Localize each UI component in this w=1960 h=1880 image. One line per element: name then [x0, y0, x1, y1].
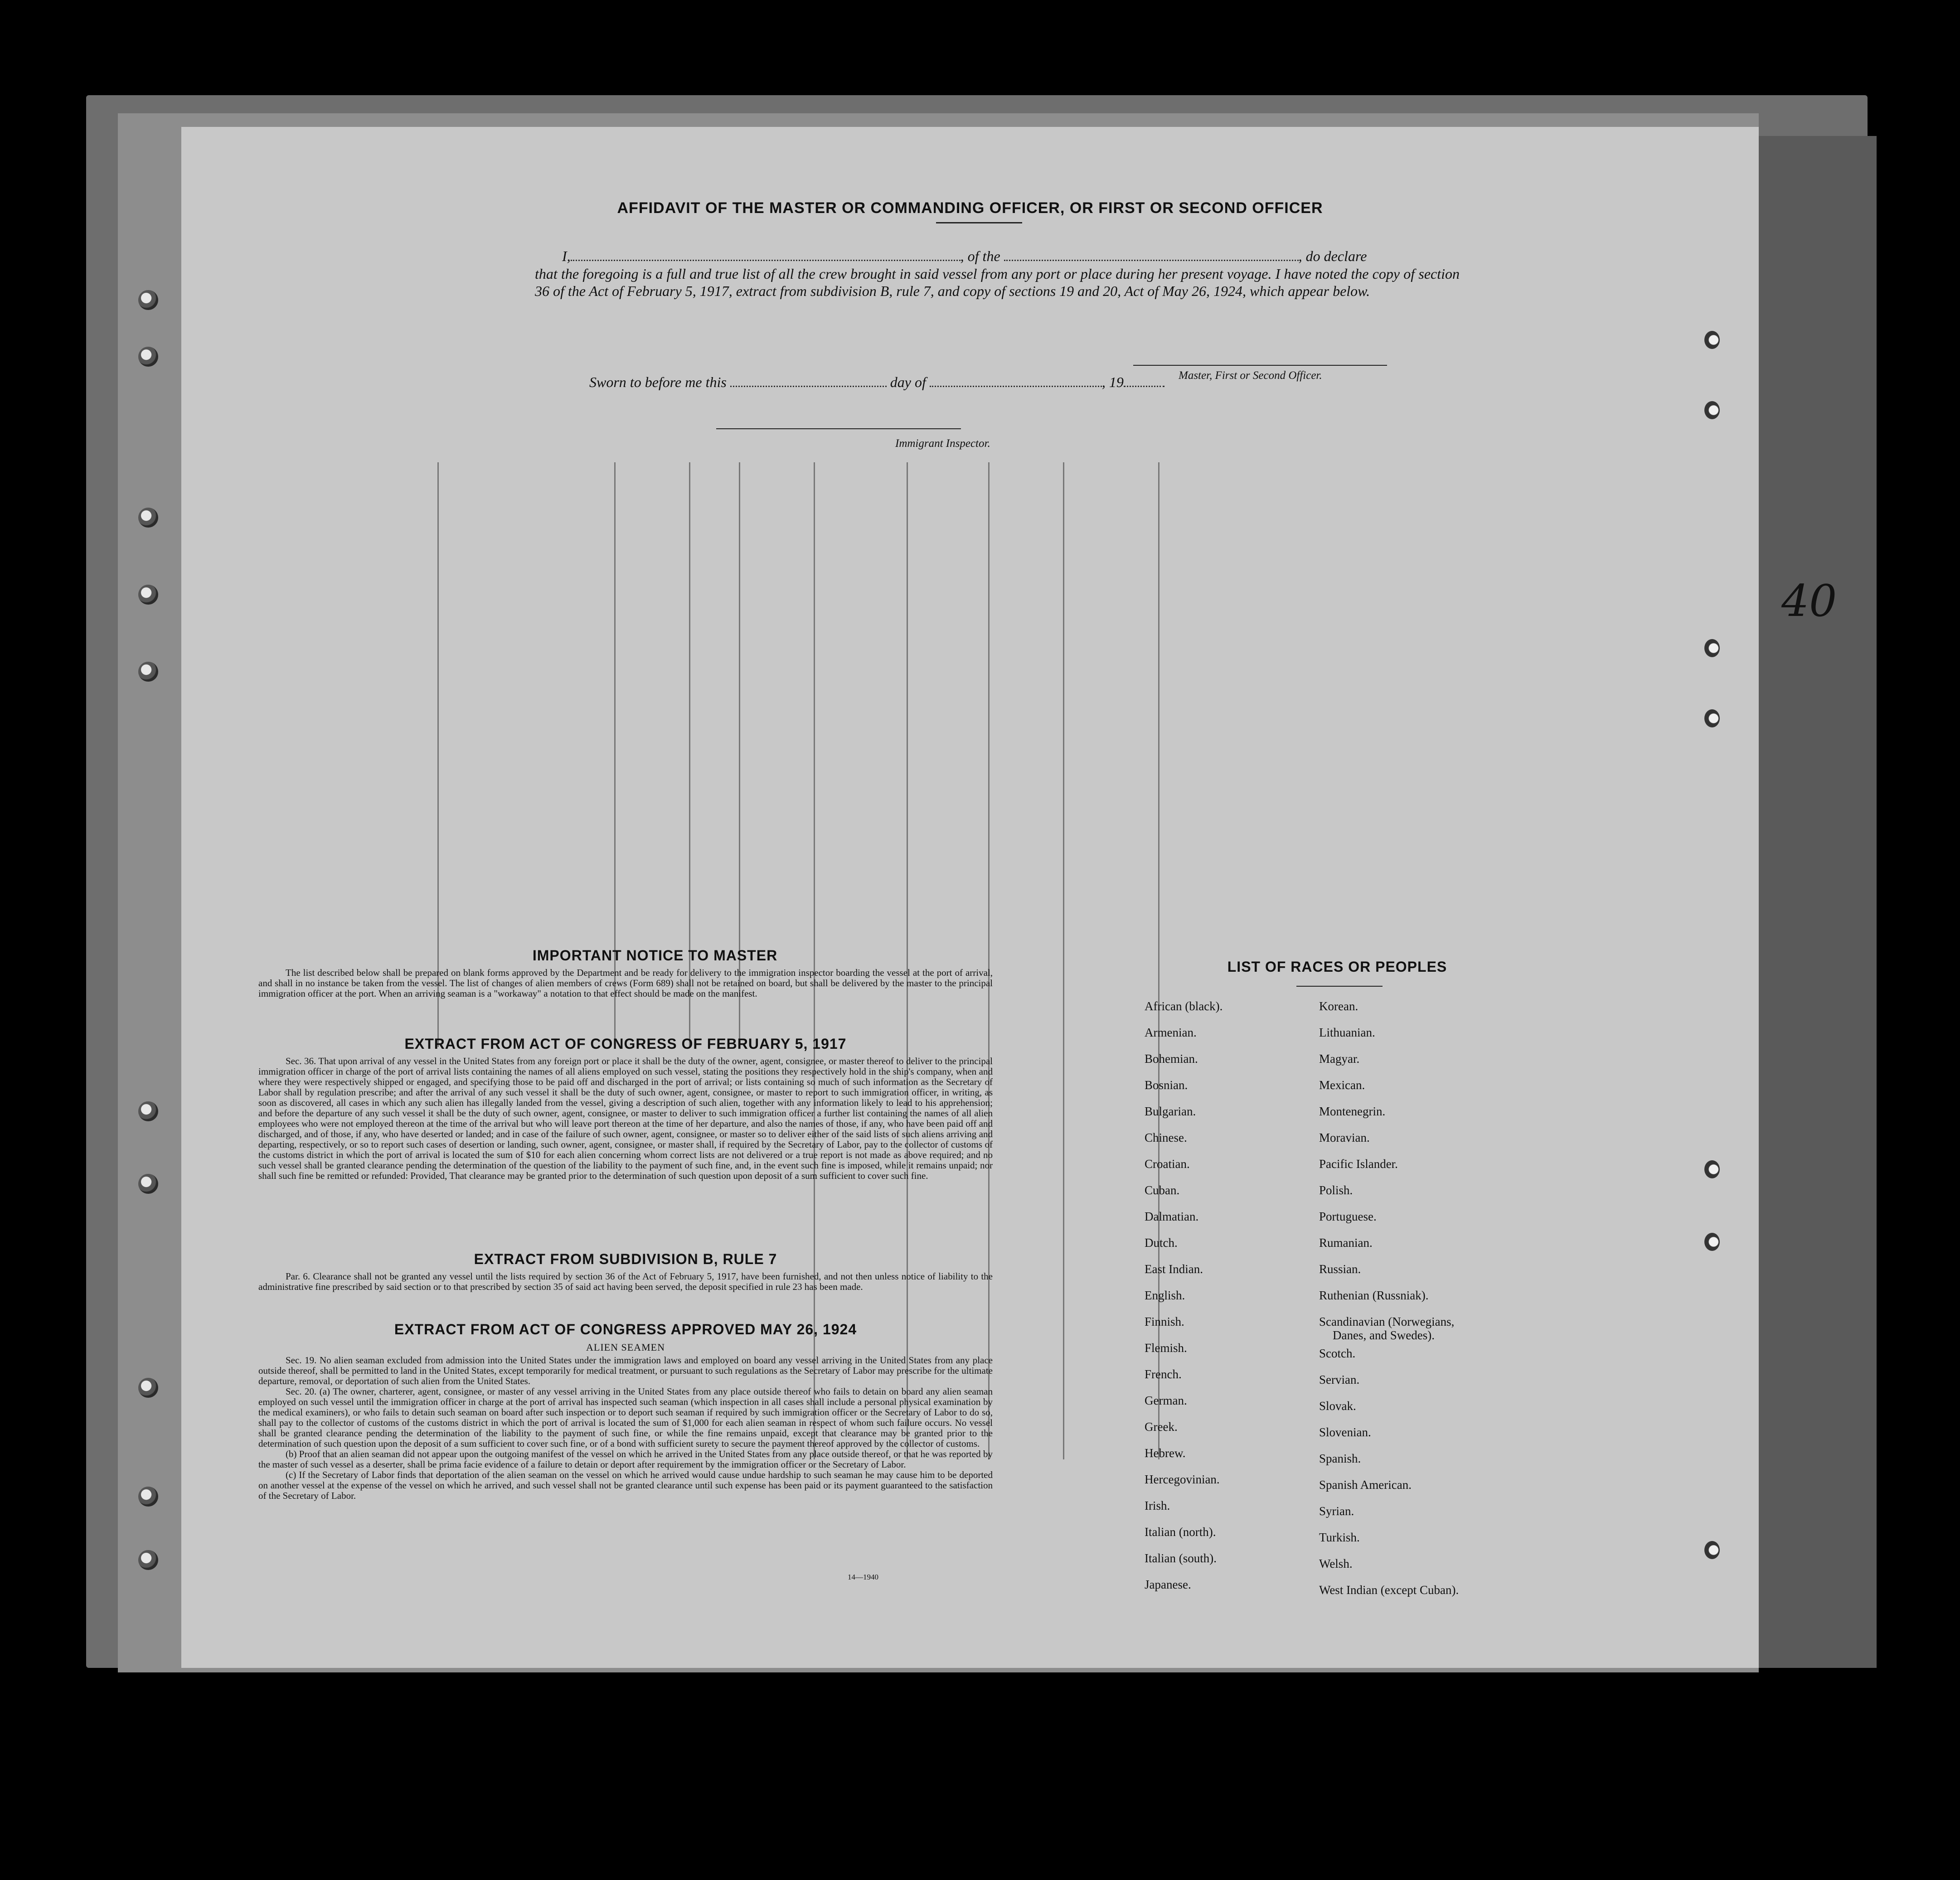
race-item: Slovenian.	[1319, 1425, 1371, 1439]
race-item: Dutch.	[1145, 1236, 1178, 1250]
sworn-prefix: Sworn to before me this	[589, 374, 727, 390]
notice-body: The list described below shall be prepared on blank forms approved by the Department and be ready for delivery to the immigration inspector boarding the vessel at the port of arrival, and shall in no instance be taken from the vessel. The list of changes of alien members of crews (Form 689) shall not be retained on board, but shall be delivered by the master to the principal immigration officer at the port. When an arriving seaman is a "workaway" a notation to that effect should be made on the manifest.	[258, 967, 993, 999]
affidavit-declare-label: , do declare	[1298, 248, 1367, 264]
sworn-year-blank	[1124, 386, 1164, 387]
race-item: Servian.	[1319, 1373, 1360, 1386]
affidavit-title: AFFIDAVIT OF THE MASTER OR COMMANDING OFFICER, OR FIRST OR SECOND OFFICER	[617, 199, 1323, 217]
punch-hole	[1704, 639, 1720, 657]
race-item: Portuguese.	[1319, 1210, 1377, 1223]
binder-hole	[138, 1174, 158, 1194]
section-20b: (b) Proof that an alien seaman did not appear upon the outgoing manifest of the vessel on which he arrived in the United States from any place outside thereof, or that he was reported by the master of such vessel as a deserter, shall be prima facie evidence of a failure to detain or deport after requirement by the immigration officer or the Secretary of Labor.	[258, 1449, 993, 1470]
sworn-line	[589, 374, 1164, 391]
sworn-day-label: day of	[890, 374, 926, 390]
sworn-month-blank	[930, 386, 1102, 387]
race-item: Montenegrin.	[1319, 1105, 1386, 1118]
race-item: Flemish.	[1145, 1341, 1187, 1355]
race-item: Russian.	[1319, 1262, 1361, 1276]
race-item: Spanish American.	[1319, 1478, 1412, 1492]
race-item: Scotch.	[1319, 1347, 1356, 1360]
sworn-year-label: , 19	[1101, 374, 1124, 390]
sworn-date-blank	[730, 386, 887, 387]
binder-hole	[138, 508, 158, 528]
race-item: Magyar.	[1319, 1052, 1360, 1066]
race-item: Slovak.	[1319, 1399, 1356, 1413]
race-item: Pacific Islander.	[1319, 1157, 1398, 1171]
column-rule	[907, 462, 908, 1459]
race-item: Lithuanian.	[1319, 1026, 1375, 1039]
punch-hole	[1704, 1541, 1720, 1559]
extract-1924-title: EXTRACT FROM ACT OF CONGRESS APPROVED MAY 26, 1924	[394, 1321, 857, 1337]
punch-hole	[1704, 1233, 1720, 1251]
column-rule	[988, 462, 990, 1459]
section-19: Sec. 19. No alien seaman excluded from admission into the United States under the immigration laws and employed on board any vessel arriving in the United States from any place outside thereof, shall be permitted to land in the United States, except temporarily for medical treatment, or pursuant to such regulations as the Secretary of Labor may prescribe for the ultimate departure, removal, or deportation of such alien from the United States.	[258, 1355, 993, 1386]
rule7-body: Par. 6. Clearance shall not be granted any vessel until the lists required by section 36 of the Act of February 5, 1917, have been furnished, and not then unless notice of liability to the administrative fine prescribed by said section or to that prescribed by section 35 of said act having been served, the deposit specified in rule 23 has been made.	[258, 1271, 993, 1292]
race-item: Chinese.	[1145, 1131, 1187, 1144]
race-item: Cuban.	[1145, 1183, 1180, 1197]
section-20a: Sec. 20. (a) The owner, charterer, agent, consignee, or master of any vessel arriving in the United States from any place outside thereof who fails to detain on board any alien seaman employed on such vessel until the immigration officer in charge at the port of arrival has inspected such seaman (which inspection in all cases shall include a personal physical examination by the medical examiners), or who fails to detain such seaman on board after such inspection or to deport such seaman if required by such immigration officer or the Secretary of Labor to do so, shall pay to the collector of customs of the customs district in which the port of arrival is located the sum of $1,000 for each alien seaman in respect of whom such failure occurs. No vessel shall be granted clearance pending the determination of the liability to the payment of such fine, or while the fine remains unpaid, except that clearance may be granted prior to the determination of such question upon the deposit of a sum sufficient to cover such fine, or of a bond with sufficient surety to secure the payment thereof approved by the collector of customs.	[258, 1386, 993, 1449]
race-item: French.	[1145, 1367, 1182, 1381]
race-item: African (black).	[1145, 999, 1223, 1013]
notice-title: IMPORTANT NOTICE TO MASTER	[532, 947, 778, 964]
signature-line	[1133, 365, 1387, 366]
affidavit-body: that the foregoing is a full and true list of all the crew brought in said vessel from any port or place during her present voyage. I have noted the copy of section 36 of the Act of February 5, 1917, extract from subdivision B, rule 7, and copy of sections 19 and 20, Act of May 26, 1924, which appear below.	[535, 266, 1460, 299]
races-divider	[1296, 986, 1383, 987]
affidavit-declaration-line	[535, 247, 1532, 265]
binder-hole	[138, 1487, 158, 1507]
race-item: Japanese.	[1145, 1578, 1191, 1591]
race-item: Welsh.	[1319, 1557, 1353, 1570]
crew-list-form-page	[181, 127, 1759, 1668]
race-item: Danes, and Swedes).	[1333, 1328, 1435, 1342]
race-item: West Indian (except Cuban).	[1319, 1583, 1459, 1597]
race-item: Dalmatian.	[1145, 1210, 1199, 1223]
race-item: Moravian.	[1319, 1131, 1370, 1144]
race-item: Italian (north).	[1145, 1525, 1216, 1539]
race-item: Armenian.	[1145, 1026, 1197, 1039]
race-item: Greek.	[1145, 1420, 1178, 1434]
race-item: German.	[1145, 1394, 1187, 1407]
race-item: Mexican.	[1319, 1078, 1365, 1092]
binder-hole	[138, 1550, 158, 1570]
binder-hole	[138, 585, 158, 605]
race-item: English.	[1145, 1289, 1185, 1302]
race-item: Finnish.	[1145, 1315, 1184, 1328]
punch-hole	[1704, 401, 1720, 419]
punch-hole	[1704, 331, 1720, 349]
affidavit-i-label: I,	[562, 248, 571, 264]
extract-1924-body	[258, 1355, 993, 1501]
race-item: Scandinavian (Norwegians,	[1319, 1315, 1455, 1328]
race-item: Korean.	[1319, 999, 1358, 1013]
race-item: Turkish.	[1319, 1531, 1360, 1544]
master-signature-label: Master, First or Second Officer.	[1179, 369, 1322, 382]
race-item: Bulgarian.	[1145, 1105, 1196, 1118]
rule7-title: EXTRACT FROM SUBDIVISION B, RULE 7	[474, 1251, 777, 1267]
inspector-label: Immigrant Inspector.	[895, 437, 990, 450]
binder-hole	[138, 290, 158, 310]
race-item: Syrian.	[1319, 1504, 1354, 1518]
inspector-signature-line	[716, 428, 961, 429]
binder-hole	[138, 1101, 158, 1121]
race-item: Ruthenian (Russniak).	[1319, 1289, 1429, 1302]
handwritten-number: 40	[1781, 576, 1837, 626]
name-blank	[571, 260, 961, 261]
race-item: Bohemian.	[1145, 1052, 1198, 1066]
race-item: Spanish.	[1319, 1452, 1361, 1465]
race-item: Italian (south).	[1145, 1551, 1217, 1565]
race-item: Bosnian.	[1145, 1078, 1188, 1092]
race-item: Irish.	[1145, 1499, 1170, 1512]
title-divider	[936, 222, 1022, 223]
race-item: Rumanian.	[1319, 1236, 1373, 1250]
race-item: Polish.	[1319, 1183, 1353, 1197]
race-item: East Indian.	[1145, 1262, 1203, 1276]
race-item: Hebrew.	[1145, 1446, 1186, 1460]
column-rule	[437, 462, 439, 1047]
column-rule	[1063, 462, 1064, 1459]
section-20c: (c) If the Secretary of Labor finds that deportation of the alien seaman on the vessel on which he arrived would cause undue hardship to such seaman he may cause him to be deported on another vessel at the expense of the vessel on which he arrived, and such vessel shall not be granted clearance until such expense has been paid or its payment guaranteed to the satisfaction of the Secretary of Labor.	[258, 1469, 993, 1501]
affidavit-of-label: , of the	[960, 248, 1000, 264]
punch-hole	[1704, 709, 1720, 727]
extract-1917-title: EXTRACT FROM ACT OF CONGRESS OF FEBRUARY 5, 1917	[404, 1036, 847, 1052]
vessel-blank	[1004, 260, 1299, 261]
races-title: LIST OF RACES OR PEOPLES	[1227, 959, 1447, 975]
form-number: 14—1940	[848, 1573, 878, 1581]
binder-hole	[138, 347, 158, 367]
binder-hole	[138, 662, 158, 682]
race-item: Croatian.	[1145, 1157, 1190, 1171]
alien-seamen-subtitle: ALIEN SEAMEN	[586, 1342, 665, 1353]
race-item: Hercegovinian.	[1145, 1473, 1220, 1486]
binder-hole	[138, 1378, 158, 1398]
extract-1917-body: Sec. 36. That upon arrival of any vessel in the United States from any foreign port or place it shall be the duty of the owner, agent, consignee, or master thereof to deliver to the principal immigration officer in charge of the port of arrival lists containing the names of all aliens employed on such vessel, stating the positions they respectively hold in the ship's company, when and where they were respectively shipped or engaged, and specifying those to be paid off and discharged in the port of arrival; or lists containing so much of such information as the Secretary of Labor shall by regulation prescribe; and after the arrival of any such vessel it shall be the duty of such owner, agent, consignee, or master to report to such immigration officer, in writing, as soon as discovered, all cases in which any such alien has illegally landed from the vessel, giving a description of such alien, together with any information likely to lead to his apprehension; and before the departure of any such vessel it shall be the duty of such owner, agent, consignee, or master to deliver to such immigration officer a further list containing the names of all alien employees who were not employed thereon at the time of the arrival but who will leave port thereon at the time of her departure, and also the names of those, if any, who have been paid off and discharged, and of those, if any, who have deserted or landed; and in case of the failure of such owner, agent, consignee, or master so to deliver either of the said lists of such aliens arriving and departing, respectively, or so to report such cases of desertion or landing, such owner, agent, consignee, or master shall, if required by the Secretary of Labor, pay to the collector of customs of the customs district in which the port of arrival is located the sum of $10 for each alien concerning whom correct lists are not delivered or a true report is not made as above required; and no such vessel shall be granted clearance pending the determination of the question of the liability to the payment of such fine, and, in the event such fine is imposed, while it remains unpaid; nor shall such fine be remitted or refunded: Provided, That clearance may be granted prior to the determination of such question upon deposit of a sum sufficient to cover such fine.	[258, 1056, 993, 1181]
punch-hole	[1704, 1160, 1720, 1178]
